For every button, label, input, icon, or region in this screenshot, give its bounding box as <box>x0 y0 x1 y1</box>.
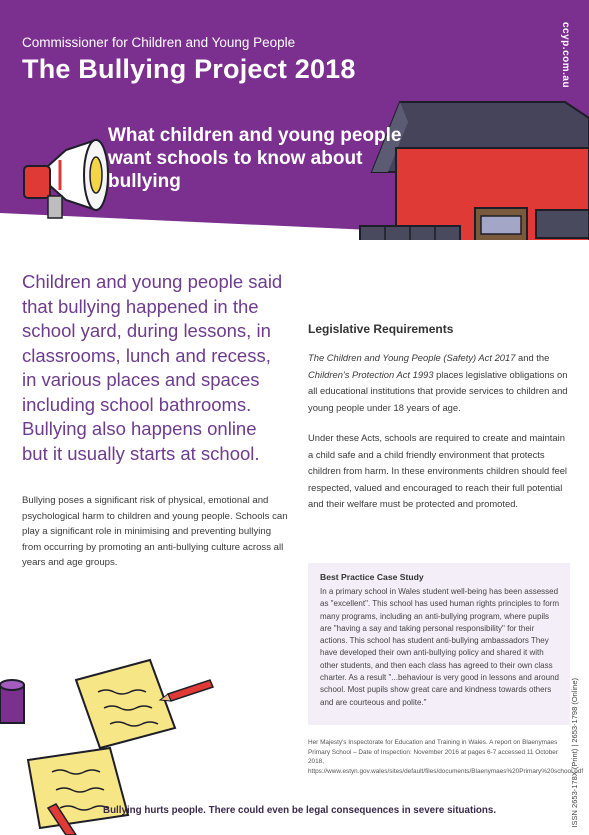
page-title: The Bullying Project 2018 <box>22 54 356 84</box>
legislative-paragraph-1-text: places legislative obligations on all educational institutions that provide services to children and young people under 18 years of age. <box>308 368 568 413</box>
organisation-name: Commissioner for Children and Young People <box>22 35 296 50</box>
reference-footnote: Her Majesty's Inspectorate for Education and Training in Wales. A report on Blaenymaes Primary School – Date of Inspection: November 2016 at pages 6-7 accessed 11 October 2018, https://www.estyn.gov.wales/sites/default/files/documents/Blaenymaes%20Primary%20school.pdf <box>308 739 584 775</box>
legislative-paragraph-2: Under these Acts, schools are required to create and maintain a child safe and a child friendly environment that protects children from harm. In these environments children should feel respected, valued and encouraged to reach their full potential and their welfare must be protected and promoted. <box>308 432 567 509</box>
paper-notes-illustration <box>28 660 175 828</box>
connector-text: and the <box>515 352 550 363</box>
footer-message: Bullying hurts people. There could even be legal consequences in severe situations. <box>103 805 497 816</box>
act-title-1: The Children and Young People (Safety) Act 2017 <box>308 352 516 363</box>
issn-label: ISSN 2653-178X (Print) | 2653-1798 (Online) <box>570 678 579 828</box>
website-url[interactable]: ccyp.com.au <box>560 22 571 89</box>
body-paragraph: Bullying poses a significant risk of physical, emotional and psychological harm to children and young people. Schools can play a significant role in minimising and preventing bullying from occurring by promoting an anti-bullying culture across all years and age groups. <box>22 495 288 568</box>
legislative-heading: Legislative Requirements <box>308 322 454 336</box>
header-banner <box>0 0 589 240</box>
case-study-panel <box>308 563 570 725</box>
case-study-heading: Best Practice Case Study <box>320 572 424 582</box>
case-study-body: In a primary school in Wales student well-being has been assessed as "excellent". This school has used human rights principles to form many programs, including an anti-bullying program, where pupils are "having a say and taking personal responsibility" for their actions. This school has student anti-bullying ambassadors They have developed their own anti-bullying policy and shared it with other students, and then each class has agreed to their own class charter. As a result "...behaviour is very good in lessons and around school. Most pupils show great care and kindness towards others and are courteous and polite." <box>320 587 559 707</box>
legislative-section <box>308 322 570 527</box>
act-title-2: Children's Protection Act 1993 <box>308 368 434 380</box>
cup-illustration <box>0 680 24 723</box>
pencil-icon <box>160 680 213 701</box>
page-subtitle: What children and young people want schools to know about bullying <box>108 125 402 192</box>
legislative-paragraph-1 <box>308 350 570 416</box>
intro-pullquote: Children and young people said that bullying happened in the school yard, during lessons, in classrooms, lunch and recess, in various places and spaces including school bathrooms. Bullying also happens online but it usually starts at school. <box>22 271 283 464</box>
